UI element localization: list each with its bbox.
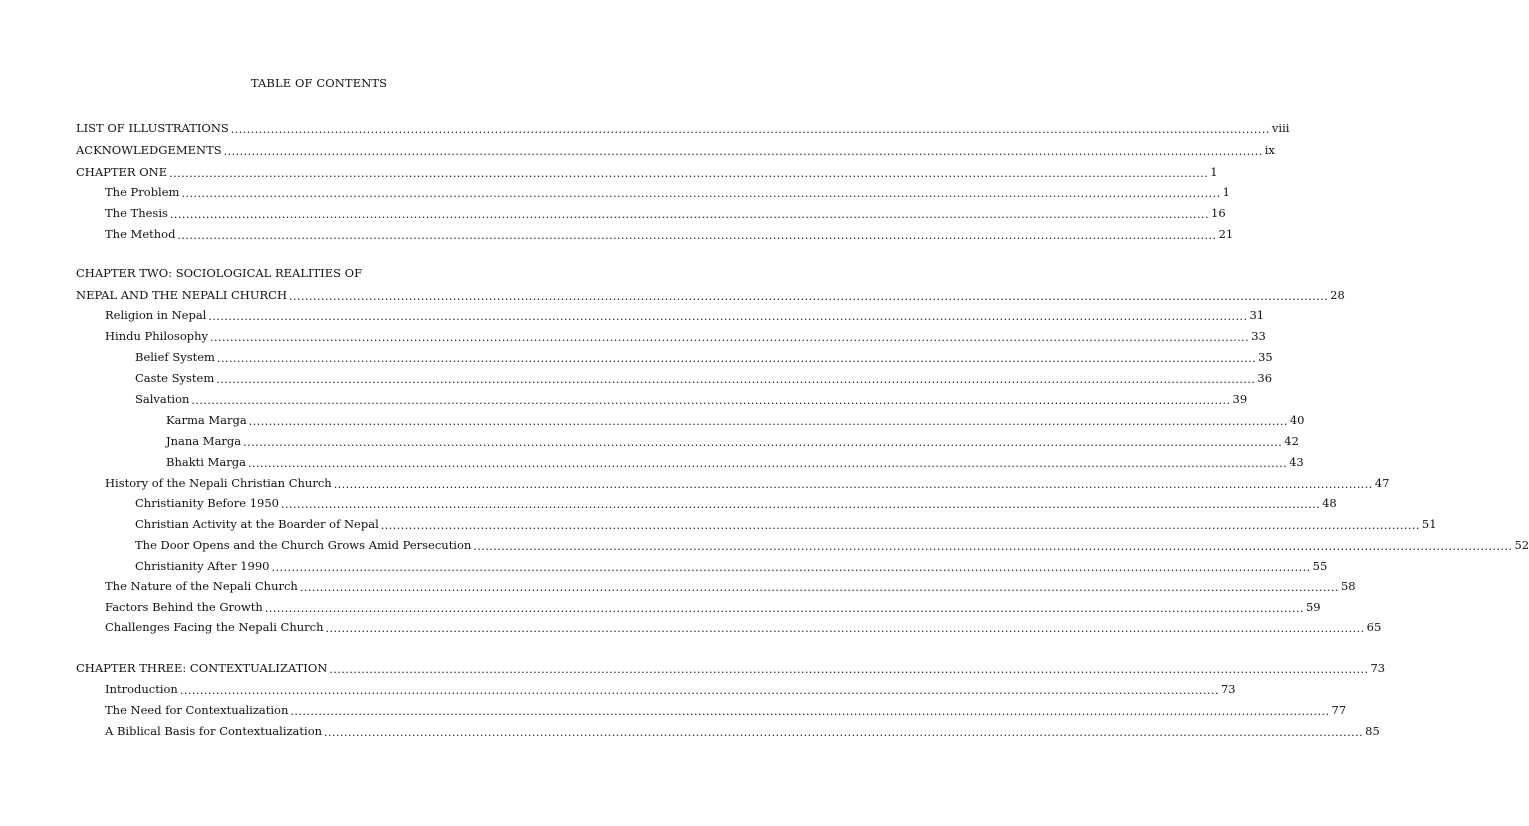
toc-entry-label: Challenges Facing the Nepali Church	[105, 620, 324, 634]
dot-leader: ....................................................................................................................................................................................................................................................................	[271, 561, 1311, 574]
toc-entry	[76, 327, 1266, 344]
toc-entry	[76, 119, 1290, 136]
dot-leader: ....................................................................................................................................................................................................................................................................	[473, 540, 1513, 553]
toc-entry-label: The Method	[105, 227, 176, 241]
toc-entry-page: 85	[1365, 724, 1380, 738]
toc-entry-label: The Need for Contextualization	[105, 703, 289, 717]
toc-entry	[76, 598, 1321, 615]
dot-leader: ....................................................................................................................................................................................................................................................................	[208, 310, 1248, 323]
toc-entry	[76, 183, 1230, 200]
toc-entry-label: The Thesis	[105, 206, 168, 220]
toc-entry-page: 1	[1222, 185, 1230, 199]
dot-leader: ....................................................................................................................................................................................................................................................................	[380, 519, 1420, 532]
toc-entry-label: Christian Activity at the Boarder of Nepal	[135, 517, 379, 531]
toc-entry-label: History of the Nepali Christian Church	[105, 476, 332, 490]
dot-leader: ....................................................................................................................................................................................................................................................................	[216, 352, 1257, 365]
toc-entry-label: The Nature of the Nepali Church	[105, 579, 298, 593]
dot-leader: ....................................................................................................................................................................................................................................................................	[177, 229, 1217, 242]
toc-entry-label: Introduction	[105, 682, 178, 696]
dot-leader: ....................................................................................................................................................................................................................................................................	[264, 602, 1304, 615]
toc-entry-page: 21	[1218, 227, 1234, 241]
toc-entry-page: 48	[1322, 496, 1337, 510]
toc-entry	[76, 453, 1304, 470]
toc-entry-page: 16	[1211, 206, 1226, 220]
toc-entry	[76, 432, 1299, 449]
dot-leader: ....................................................................................................................................................................................................................................................................	[248, 415, 1288, 428]
toc-entry-page: 52	[1514, 538, 1529, 552]
toc-entry-page: viii	[1271, 121, 1290, 135]
toc-entry-page: 55	[1312, 559, 1328, 573]
toc-entry-label: Factors Behind the Growth	[105, 600, 263, 614]
dot-leader: ....................................................................................................................................................................................................................................................................	[329, 663, 1369, 676]
toc-entry-label: LIST OF ILLUSTRATIONS	[76, 121, 229, 135]
toc-entry-label: Salvation	[135, 392, 190, 406]
toc-entry-page: 73	[1220, 682, 1236, 696]
toc-entry-label: Christianity After 1990	[135, 559, 270, 573]
toc-entry-page: 35	[1258, 350, 1273, 364]
dot-leader: ....................................................................................................................................................................................................................................................................	[289, 290, 1329, 303]
dot-leader: ....................................................................................................................................................................................................................................................................	[299, 581, 1339, 594]
toc-entry-page: 51	[1421, 517, 1437, 531]
toc-entry-label: A Biblical Basis for Contextualization	[105, 724, 323, 738]
toc-entry-page: 1	[1210, 165, 1218, 179]
toc-entry-label: CHAPTER ONE	[76, 165, 168, 179]
dot-leader: ....................................................................................................................................................................................................................................................................	[333, 478, 1373, 491]
toc-entry-label: The Door Opens and the Church Grows Amid Persecution	[135, 538, 472, 552]
toc-entry-page: 42	[1284, 434, 1299, 448]
dot-leader: ....................................................................................................................................................................................................................................................................	[216, 373, 1256, 386]
toc-entry	[76, 536, 1529, 553]
toc-entry	[76, 557, 1328, 574]
toc-entry-page: 43	[1289, 455, 1304, 469]
toc-entry-page: 33	[1251, 329, 1266, 343]
toc-entry	[76, 659, 1386, 676]
toc-entry-page: 28	[1330, 288, 1345, 302]
toc-entry	[76, 369, 1273, 386]
toc-entry-page: 40	[1289, 413, 1305, 427]
toc-entry-page: ix	[1264, 143, 1275, 157]
toc-entry-label: Hindu Philosophy	[105, 329, 209, 343]
toc-entry	[76, 515, 1437, 532]
toc-entry-label: Belief System	[135, 350, 215, 364]
toc-entry-label: The Problem	[105, 185, 180, 199]
toc-entry	[76, 204, 1226, 221]
toc-entry-page: 77	[1331, 703, 1347, 717]
dot-leader: ....................................................................................................................................................................................................................................................................	[247, 457, 1288, 470]
toc-entry-label: Jnana Marga	[166, 434, 242, 448]
toc-entry-page: 58	[1340, 579, 1356, 593]
toc-entry	[76, 577, 1356, 594]
toc-entry-label: Karma Marga	[166, 413, 247, 427]
dot-leader: ....................................................................................................................................................................................................................................................................	[325, 622, 1365, 635]
toc-entry	[76, 225, 1234, 242]
toc-entry-label: CHAPTER THREE: CONTEXTUALIZATION	[76, 661, 328, 675]
dot-leader: ....................................................................................................................................................................................................................................................................	[210, 331, 1250, 344]
dot-leader: ....................................................................................................................................................................................................................................................................	[191, 394, 1231, 407]
toc-entry-label: Christianity Before 1950	[135, 496, 279, 510]
toc-entry-page: 59	[1305, 600, 1321, 614]
dot-leader: ....................................................................................................................................................................................................................................................................	[169, 167, 1209, 180]
toc-entry-label: Caste System	[135, 371, 215, 385]
toc-entry-label: Bhakti Marga	[166, 455, 246, 469]
toc-entry	[76, 701, 1347, 718]
dot-leader: ....................................................................................................................................................................................................................................................................	[181, 187, 1221, 200]
toc-entry	[76, 680, 1236, 697]
toc-entry	[76, 474, 1390, 491]
dot-leader: ....................................................................................................................................................................................................................................................................	[290, 705, 1330, 718]
toc-entry-page: 36	[1257, 371, 1273, 385]
toc-heading: CHAPTER TWO: SOCIOLOGICAL REALITIES OF	[76, 266, 363, 280]
toc-entry-page: 65	[1366, 620, 1382, 634]
toc-entry	[76, 286, 1345, 303]
toc-entry-label: Religion in Nepal	[105, 308, 207, 322]
toc-entry	[76, 306, 1265, 323]
toc-entry-page: 73	[1370, 661, 1386, 675]
toc-entry	[76, 618, 1382, 635]
toc-entry-label: ACKNOWLEDGEMENTS	[76, 143, 222, 157]
dot-leader: ....................................................................................................................................................................................................................................................................	[179, 684, 1219, 697]
toc-entry	[76, 163, 1218, 180]
toc-entry	[76, 722, 1380, 739]
toc-entry-label: NEPAL AND THE NEPALI CHURCH	[76, 288, 288, 302]
toc-entry-page: 39	[1232, 392, 1248, 406]
dot-leader: ....................................................................................................................................................................................................................................................................	[230, 123, 1270, 136]
page-title: TABLE OF CONTENTS	[250, 76, 388, 90]
toc-entry	[76, 390, 1248, 407]
toc-entry	[76, 141, 1275, 158]
toc-entry-page: 47	[1374, 476, 1390, 490]
dot-leader: ....................................................................................................................................................................................................................................................................	[324, 726, 1364, 739]
toc-entry	[76, 494, 1337, 511]
toc-entry	[76, 348, 1273, 365]
dot-leader: ....................................................................................................................................................................................................................................................................	[223, 145, 1263, 158]
toc-entry-page: 31	[1249, 308, 1265, 322]
dot-leader: ....................................................................................................................................................................................................................................................................	[243, 436, 1283, 449]
dot-leader: ....................................................................................................................................................................................................................................................................	[280, 498, 1321, 511]
toc-entry	[76, 411, 1305, 428]
dot-leader: ....................................................................................................................................................................................................................................................................	[169, 208, 1210, 221]
